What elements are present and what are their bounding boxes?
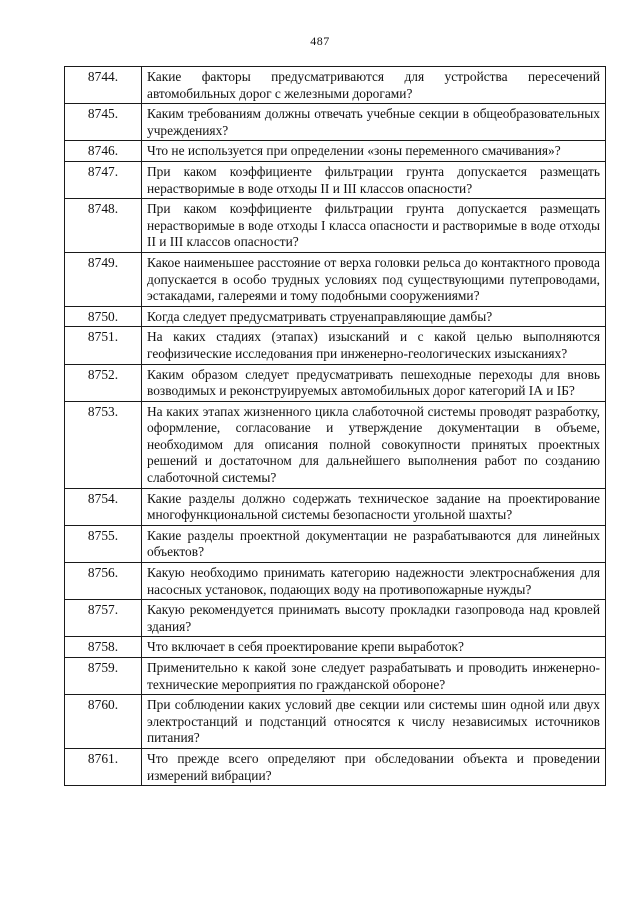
question-text: На каких стадиях (этапах) изысканий и с какой целью выполняются геофизические исследования при инженерно-геологических изысканиях? [142, 327, 606, 364]
question-text: Какие разделы должно содержать техническое задание на проектирование многофункциональной системы безопасности угольной шахты? [142, 488, 606, 525]
question-row [65, 488, 606, 525]
question-text: Какие факторы предусматриваются для устройства пересечений автомобильных дорог с железными дорогами? [142, 67, 606, 104]
question-number: 8748. [65, 199, 142, 253]
questions-table-body [65, 67, 606, 786]
question-number: 8750. [65, 306, 142, 327]
question-row [65, 525, 606, 562]
question-text: Что прежде всего определяют при обследовании объекта и проведении измерений вибрации? [142, 748, 606, 785]
question-row [65, 327, 606, 364]
question-number: 8744. [65, 67, 142, 104]
question-row [65, 637, 606, 658]
question-number: 8755. [65, 525, 142, 562]
question-row [65, 141, 606, 162]
question-text: На каких этапах жизненного цикла слаботочной системы проводят разработку, оформление, согласование и утверждение документации в объеме, необходимом для описания полной совокупности принятых проектных решений и достаточном для дальнейшего выполнения работ по созданию слаботочной системы? [142, 401, 606, 488]
question-row [65, 364, 606, 401]
question-row [65, 252, 606, 306]
question-row [65, 600, 606, 637]
question-row [65, 695, 606, 749]
question-text: Какие разделы проектной документации не разрабатываются для линейных объектов? [142, 525, 606, 562]
question-number: 8746. [65, 141, 142, 162]
question-row [65, 748, 606, 785]
question-text: Применительно к какой зоне следует разрабатывать и проводить инженерно-технические мероприятия по гражданской обороне? [142, 658, 606, 695]
question-text: Каким требованиям должны отвечать учебные секции в общеобразовательных учреждениях? [142, 104, 606, 141]
question-text: Что не используется при определении «зоны переменного смачивания»? [142, 141, 606, 162]
question-row [65, 658, 606, 695]
question-text: Когда следует предусматривать струенаправляющие дамбы? [142, 306, 606, 327]
question-number: 8754. [65, 488, 142, 525]
question-number: 8749. [65, 252, 142, 306]
question-number: 8747. [65, 161, 142, 198]
question-row [65, 401, 606, 488]
question-number: 8745. [65, 104, 142, 141]
question-text: При каком коэффициенте фильтрации грунта допускается размещать нерастворимые в воде отходы II и III классов опасности? [142, 161, 606, 198]
question-row [65, 306, 606, 327]
question-number: 8759. [65, 658, 142, 695]
question-number: 8751. [65, 327, 142, 364]
page-number: 487 [310, 34, 330, 48]
question-number: 8752. [65, 364, 142, 401]
question-number: 8760. [65, 695, 142, 749]
question-number: 8756. [65, 563, 142, 600]
question-text: Какую рекомендуется принимать высоту прокладки газопровода над кровлей здания? [142, 600, 606, 637]
question-number: 8757. [65, 600, 142, 637]
question-row [65, 563, 606, 600]
question-row [65, 161, 606, 198]
question-text: Какую необходимо принимать категорию надежности электроснабжения для насосных установок, подающих воду на противопожарные нужды? [142, 563, 606, 600]
question-number: 8753. [65, 401, 142, 488]
question-number: 8758. [65, 637, 142, 658]
question-text: При соблюдении каких условий две секции или системы шин одной или двух электростанций и подстанций относятся к числу независимых источников питания? [142, 695, 606, 749]
question-row [65, 67, 606, 104]
question-row [65, 199, 606, 253]
question-text: Какое наименьшее расстояние от верха головки рельса до контактного провода допускается в особо трудных условиях под существующими путепроводами, эстакадами, галереями и тому подобными сооружениями? [142, 252, 606, 306]
question-number: 8761. [65, 748, 142, 785]
question-row [65, 104, 606, 141]
question-text: При каком коэффициенте фильтрации грунта допускается размещать нерастворимые в воде отходы I класса опасности и растворимые в воде отходы II и III классов опасности? [142, 199, 606, 253]
question-text: Каким образом следует предусматривать пешеходные переходы для вновь возводимых и реконструируемых автомобильных дорог категорий IА и IБ? [142, 364, 606, 401]
question-text: Что включает в себя проектирование крепи выработок? [142, 637, 606, 658]
questions-table [64, 66, 606, 786]
